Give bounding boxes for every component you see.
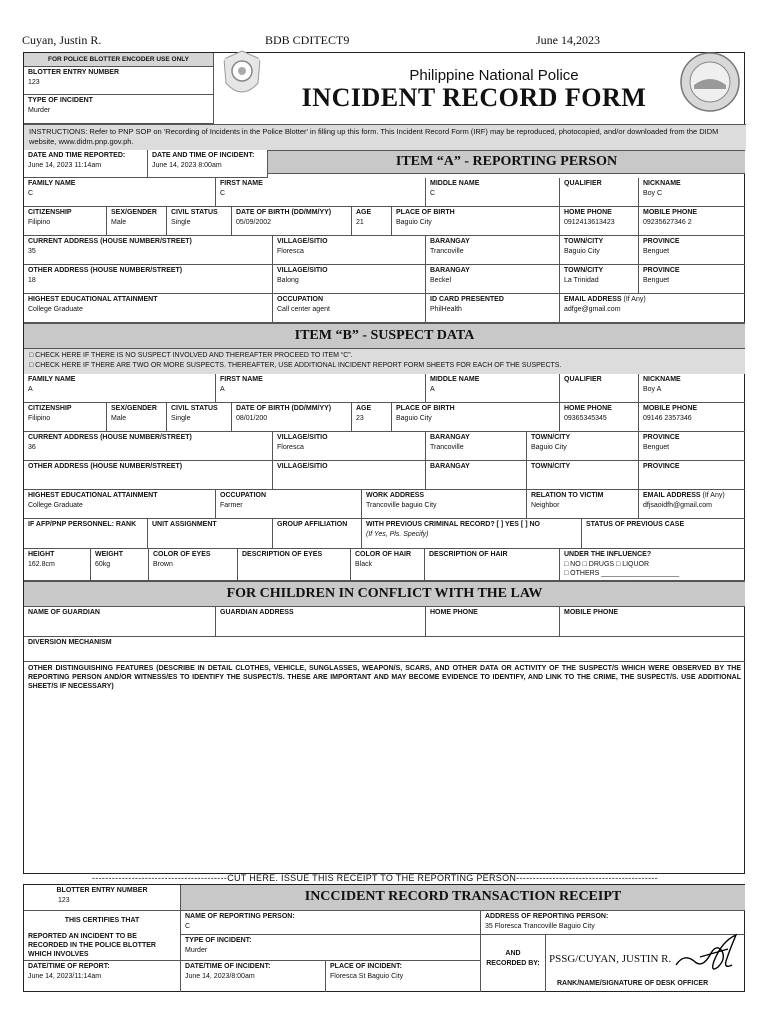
b-civil-status: CIVIL STATUS Single xyxy=(167,403,232,432)
b-hair-color: COLOR OF HAIR Black xyxy=(351,549,425,581)
a-middle-name: MIDDLE NAME C xyxy=(426,178,560,207)
signature-icon xyxy=(670,931,746,977)
header-date: June 14,2023 xyxy=(536,33,600,47)
incident-record-form xyxy=(23,52,745,874)
header-name: Cuyan, Justin R. xyxy=(22,33,102,47)
a-dob: DATE OF BIRTH (DD/MM/YY) 05/09/2002 xyxy=(232,207,352,236)
pnp-seal-icon xyxy=(679,51,741,113)
a-civil-status: CIVIL STATUS Single xyxy=(167,207,232,236)
agency-name: Philippine National Police xyxy=(409,67,579,84)
a-barangay: BARANGAY Trancoville xyxy=(426,236,560,265)
b-other-village: VILLAGE/SITIO xyxy=(273,461,426,490)
b-home-phone: HOME PHONE 09365345345 xyxy=(560,403,639,432)
item-b-checks xyxy=(24,349,745,374)
b-eye-color: COLOR OF EYES Brown xyxy=(149,549,238,581)
date-reported-value: June 14, 2023 11:14am xyxy=(28,162,102,169)
b-education: HIGHEST EDUCATIONAL ATTAINMENT College Graduate xyxy=(24,490,216,519)
receipt-place-cell: PLACE OF INCIDENT: Floresca St Baguio City xyxy=(326,961,481,992)
b-other-province: PROVINCE xyxy=(639,461,745,490)
b-sex: SEX/GENDER Male xyxy=(107,403,167,432)
a-education: HIGHEST EDUCATIONAL ATTAINMENT College Graduate xyxy=(24,294,273,323)
b-pob: PLACE OF BIRTH Baguio City xyxy=(392,403,560,432)
b-village: VILLAGE/SITIO Floresca xyxy=(273,432,426,461)
type-incident-value: Murder xyxy=(28,107,51,114)
b-eye-description: DESCRIPTION OF EYES xyxy=(238,549,351,581)
a-id-card: ID CARD PRESENTED PhilHealth xyxy=(426,294,560,323)
b-unit: UNIT ASSIGNMENT xyxy=(148,519,273,549)
b-middle-name: MIDDLE NAME A xyxy=(426,374,560,403)
b-other-town: TOWN/CITY xyxy=(527,461,639,490)
a-email: EMAIL ADDRESS (If Any) adfge@gmail.com xyxy=(560,294,745,323)
encoder-title: FOR POLICE BLOTTER ENCODER USE ONLY xyxy=(24,53,214,67)
b-town: TOWN/CITY Baguio City xyxy=(527,432,639,461)
receipt-type-cell: TYPE OF INCIDENT: Murder xyxy=(181,935,481,961)
multiple-suspects-checkbox[interactable]: □ CHECK HERE IF THERE ARE TWO OR MORE SUSPECTS. THEREAFTER, USE ADDITIONAL INCIDENT REPORT FORM SHEETS FOR EACH OF THE SUSPECTS. xyxy=(29,362,562,369)
type-incident-cell: TYPE OF INCIDENT Murder xyxy=(24,95,214,124)
b-under-influence: UNDER THE INFLUENCE? □ NO □ DRUGS □ LIQUOR □ OTHERS ____________________ xyxy=(560,549,745,581)
a-family-name: FAMILY NAME C xyxy=(24,178,216,207)
a-citizenship: CITIZENSHIP Filipino xyxy=(24,207,107,236)
a-other-village: VILLAGE/SITIO Balong xyxy=(273,265,426,294)
b-weight: WEIGHT 60kg xyxy=(91,549,149,581)
blotter-entry-cell: BLOTTER ENTRY NUMBER 123 xyxy=(24,67,214,95)
b-height: HEIGHT 162.8cm xyxy=(24,549,91,581)
a-sex: SEX/GENDER Male xyxy=(107,207,167,236)
b-previous-status: STATUS OF PREVIOUS CASE xyxy=(582,519,745,549)
b-occupation: OCCUPATION Farmer xyxy=(216,490,362,519)
a-mobile: MOBILE PHONE 09235627346 2 xyxy=(639,207,745,236)
receipt-name-value: C xyxy=(185,923,191,930)
form-title: INCIDENT RECORD FORM xyxy=(301,83,647,112)
blotter-entry-value: 123 xyxy=(28,79,40,86)
receipt-address-value: 35 Floresca Trancoville Baguio City xyxy=(485,923,595,930)
item-a-title: ITEM “A” - REPORTING PERSON xyxy=(268,150,745,174)
guardian-home-phone: HOME PHONE xyxy=(426,607,560,637)
a-village: VILLAGE/SITIO Floresca xyxy=(273,236,426,265)
a-first-name: FIRST NAME C xyxy=(216,178,426,207)
distinguishing-features: OTHER DISTINGUISHING FEATURES (DESCRIBE IN DETAIL CLOTHES, VEHICLE, SUNGLASSES, WEAPON/S, SCARS, AND OTHER DATA OR ACTIVITY OF THE SUSPECT/S WHICH WERE OBSERVED BY THE REPORTING PERSON AND/OR WITNESS/ES TO IDENTIFY THE SUSPECT/S. THESE ARE IMPORTANT AND MAY BECOME EVIDENCE TO IDENTIFY, AND LINK TO THE CRIME, THE SUSPECT/S. USE ADDITIONAL SHEET/S IF NECESSARY) xyxy=(28,665,741,690)
a-qualifier: QUALIFIER xyxy=(560,178,639,207)
receipt-address-cell: ADDRESS OF REPORTING PERSON: 35 Floresca Trancoville Baguio City xyxy=(481,911,745,935)
receipt-blotter-value: 123 xyxy=(58,897,70,904)
b-nickname: NICKNAME Boy A xyxy=(639,374,745,403)
b-first-name: FIRST NAME A xyxy=(216,374,426,403)
b-qualifier: QUALIFIER xyxy=(560,374,639,403)
desk-officer-caption: RANK/NAME/SIGNATURE OF DESK OFFICER xyxy=(557,980,709,987)
receipt-name-cell: NAME OF REPORTING PERSON: C xyxy=(181,911,481,935)
guardian-mobile: MOBILE PHONE xyxy=(560,607,745,637)
receipt-incident-time-cell: DATE/TIME OF INCIDENT: June 14, 2023/8:00am xyxy=(181,961,326,992)
b-other-address: OTHER ADDRESS (HOUSE NUMBER/STREET) xyxy=(24,461,273,490)
receipt-certifies-cell: THIS CERTIFIES THAT REPORTED AN INCIDENT TO BE RECORDED IN THE POLICE BLOTTER WHICH INVOLVES xyxy=(24,911,181,961)
a-age: AGE 21 xyxy=(352,207,392,236)
date-incident-value: June 14, 2023 8:00am xyxy=(152,162,222,169)
date-incident-cell: DATE AND TIME OF INCIDENT: June 14, 2023 8:00am xyxy=(148,150,268,178)
b-citizenship: CITIZENSHIP Filipino xyxy=(24,403,107,432)
date-reported-cell: DATE AND TIME REPORTED: June 14, 2023 11:14am xyxy=(24,150,148,178)
b-dob: DATE OF BIRTH (DD/MM/YY) 08/01/200 xyxy=(232,403,352,432)
a-pob: PLACE OF BIRTH Baguio City xyxy=(392,207,560,236)
b-current-address: CURRENT ADDRESS (HOUSE NUMBER/STREET) 36 xyxy=(24,432,273,461)
receipt-incident-time-value: June 14, 2023/8:00am xyxy=(185,973,255,980)
recorded-by-label: AND RECORDED BY: xyxy=(486,950,540,967)
a-nickname: NICKNAME Boy C xyxy=(639,178,745,207)
influence-options[interactable]: □ NO □ DRUGS □ LIQUOR xyxy=(564,561,650,568)
receipt-report-time-value: June 14, 2023/11:14am xyxy=(28,973,102,980)
a-other-province: PROVINCE Benguet xyxy=(639,265,745,294)
influence-others[interactable]: □ OTHERS ____________________ xyxy=(564,570,680,577)
desk-officer-name: PSSG/CUYAN, JUSTIN R. xyxy=(549,953,672,965)
a-home-phone: HOME PHONE 0912413613423 xyxy=(560,207,639,236)
b-relation: RELATION TO VICTIM Neighbor xyxy=(527,490,639,519)
b-barangay: BARANGAY Trancoville xyxy=(426,432,527,461)
b-group: GROUP AFFILIATION xyxy=(273,519,362,549)
b-province: PROVINCE Benguet xyxy=(639,432,745,461)
receipt-type-value: Murder xyxy=(185,947,208,954)
receipt-blotter-cell: BLOTTER ENTRY NUMBER 123 xyxy=(24,885,181,911)
b-family-name: FAMILY NAME A xyxy=(24,374,216,403)
b-work-address: WORK ADDRESS Trancoville baguio City xyxy=(362,490,527,519)
cut-line: -----------------------------------------CUT HERE. ISSUE THIS RECEIPT TO THE REPORTING PERSON------------------------------------------- xyxy=(92,873,658,883)
item-b-title: ITEM “B” - SUSPECT DATA xyxy=(24,323,745,349)
receipt-title: INCCIDENT RECORD TRANSACTION RECEIPT xyxy=(181,885,745,911)
children-title: FOR CHILDREN IN CONFLICT WITH THE LAW xyxy=(24,581,745,607)
a-other-barangay: BARANGAY Beckel xyxy=(426,265,560,294)
receipt-report-time-cell: DATE/TIME OF REPORT: June 14, 2023/11:14am xyxy=(24,961,181,992)
a-current-address: CURRENT ADDRESS (HOUSE NUMBER/STREET) 35 xyxy=(24,236,273,265)
guardian-address: GUARDIAN ADDRESS xyxy=(216,607,426,637)
header-code: BDB CDITECT9 xyxy=(265,33,350,47)
guardian-name: NAME OF GUARDIAN xyxy=(24,607,216,637)
a-town: TOWN/CITY Baguio City xyxy=(560,236,639,265)
diversion-mechanism: DIVERSION MECHANISM xyxy=(24,637,745,662)
no-suspect-checkbox[interactable]: □ CHECK HERE IF THERE IS NO SUSPECT INVOLVED AND THEREAFTER PROCEED TO ITEM “C”. xyxy=(29,352,353,359)
a-province: PROVINCE Benguet xyxy=(639,236,745,265)
receipt-place-value: Floresca St Baguio City xyxy=(330,973,404,980)
a-occupation: OCCUPATION Call center agent xyxy=(273,294,426,323)
a-other-address: OTHER ADDRESS (HOUSE NUMBER/STREET) 18 xyxy=(24,265,273,294)
pnp-badge-icon xyxy=(220,49,264,103)
a-other-town: TOWN/CITY La Trinidad xyxy=(560,265,639,294)
b-age: AGE 23 xyxy=(352,403,392,432)
b-hair-description: DESCRIPTION OF HAIR xyxy=(425,549,560,581)
b-previous-record: WITH PREVIOUS CRIMINAL RECORD? [ ] YES [ ] NO (If Yes, Pls. Specify) xyxy=(362,519,582,549)
b-email: EMAIL ADDRESS (If Any) dfjsaoidfh@gmail.com xyxy=(639,490,745,519)
b-afp-rank: IF AFP/PNP PERSONNEL: RANK xyxy=(24,519,148,549)
instructions-text: INSTRUCTIONS: Refer to PNP SOP on 'Recording of Incidents in the Police Blotter' in filling up this form. This Incident Record Form (IRF) may be reproduced, photocopied, and/or downloaded from the DIDM website, www.didm.pnp.gov.ph. xyxy=(24,125,746,150)
transaction-receipt xyxy=(23,884,745,992)
b-mobile: MOBILE PHONE 09146 2357346 xyxy=(639,403,745,432)
b-other-barangay: BARANGAY xyxy=(426,461,527,490)
